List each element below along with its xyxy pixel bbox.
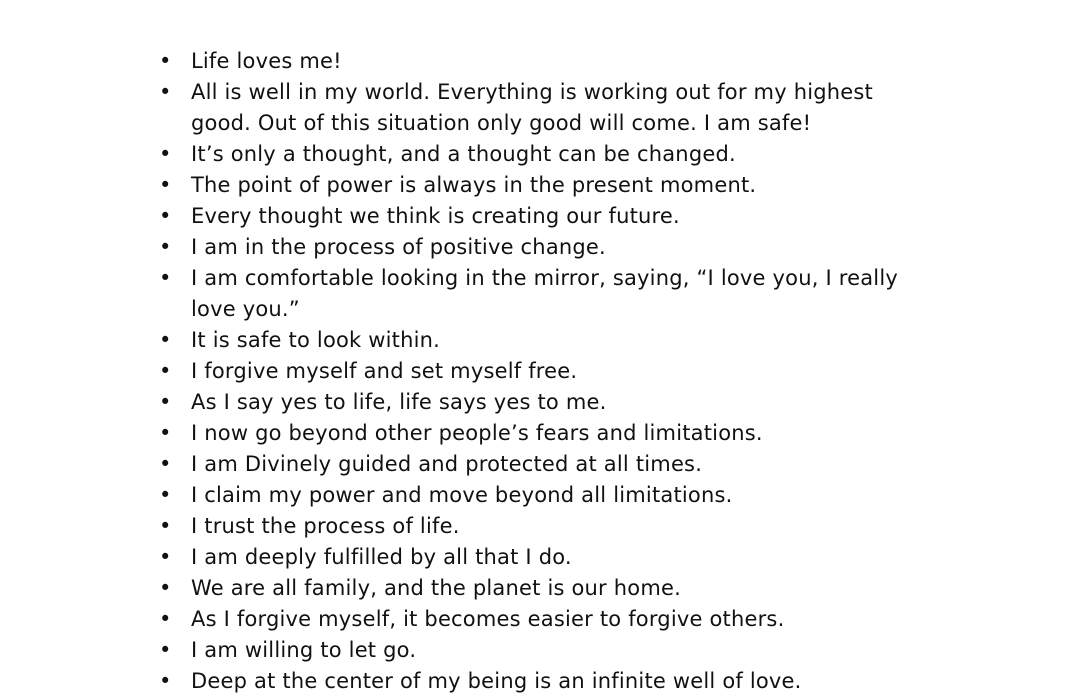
list-item-text: Deep at the center of my being is an infinite well of love.	[191, 669, 802, 693]
list-item	[156, 635, 936, 666]
list-item-text: I am in the process of positive change.	[191, 235, 606, 259]
list-item-text: As I forgive myself, it becomes easier to forgive others.	[191, 607, 785, 631]
bullet-icon: •	[159, 80, 172, 104]
list-item-text: It’s only a thought, and a thought can be changed.	[191, 142, 736, 166]
list-item	[156, 46, 936, 77]
list-item	[156, 201, 936, 232]
list-item-text: It is safe to look within.	[191, 328, 441, 352]
list-item-text: I am comfortable looking in the mirror, saying, “I love you, I really love you.”	[191, 266, 898, 321]
list-item	[156, 387, 936, 418]
list-item	[156, 511, 936, 542]
bullet-icon: •	[159, 266, 172, 290]
list-item-text: We are all family, and the planet is our home.	[191, 576, 681, 600]
affirmations-list	[156, 46, 936, 697]
list-item-text: I am willing to let go.	[191, 638, 417, 662]
list-item-text: I am Divinely guided and protected at all times.	[191, 452, 703, 476]
list-item	[156, 449, 936, 480]
list-item-text: I claim my power and move beyond all limitations.	[191, 483, 733, 507]
list-item-text: Every thought we think is creating our future.	[191, 204, 680, 228]
list-item	[156, 170, 936, 201]
bullet-icon: •	[159, 452, 172, 476]
bullet-icon: •	[159, 359, 172, 383]
bullet-icon: •	[159, 514, 172, 538]
bullet-icon: •	[159, 576, 172, 600]
list-item-text: Life loves me!	[191, 49, 342, 73]
bullet-icon: •	[159, 390, 172, 414]
list-item-text: As I say yes to life, life says yes to me.	[191, 390, 607, 414]
bullet-icon: •	[159, 545, 172, 569]
list-item	[156, 77, 936, 139]
bullet-icon: •	[159, 638, 172, 662]
bullet-icon: •	[159, 235, 172, 259]
list-item	[156, 263, 936, 325]
list-item	[156, 325, 936, 356]
bullet-icon: •	[159, 669, 172, 693]
list-item	[156, 480, 936, 511]
list-item	[156, 418, 936, 449]
bullet-icon: •	[159, 328, 172, 352]
list-item	[156, 666, 936, 697]
list-item-text: I trust the process of life.	[191, 514, 460, 538]
list-item-text: All is well in my world. Everything is working out for my highest good. Out of this situation only good will come. I am safe!	[191, 80, 873, 135]
list-item-text: The point of power is always in the present moment.	[191, 173, 757, 197]
list-item	[156, 604, 936, 635]
bullet-icon: •	[159, 142, 172, 166]
bullet-icon: •	[159, 49, 172, 73]
bullet-icon: •	[159, 483, 172, 507]
list-item	[156, 232, 936, 263]
list-item	[156, 573, 936, 604]
list-item-text: I now go beyond other people’s fears and limitations.	[191, 421, 763, 445]
list-item	[156, 356, 936, 387]
bullet-icon: •	[159, 173, 172, 197]
list-item	[156, 139, 936, 170]
list-item-text: I forgive myself and set myself free.	[191, 359, 578, 383]
bullet-icon: •	[159, 204, 172, 228]
list-item	[156, 542, 936, 573]
bullet-icon: •	[159, 607, 172, 631]
bullet-icon: •	[159, 421, 172, 445]
list-item-text: I am deeply fulfilled by all that I do.	[191, 545, 572, 569]
